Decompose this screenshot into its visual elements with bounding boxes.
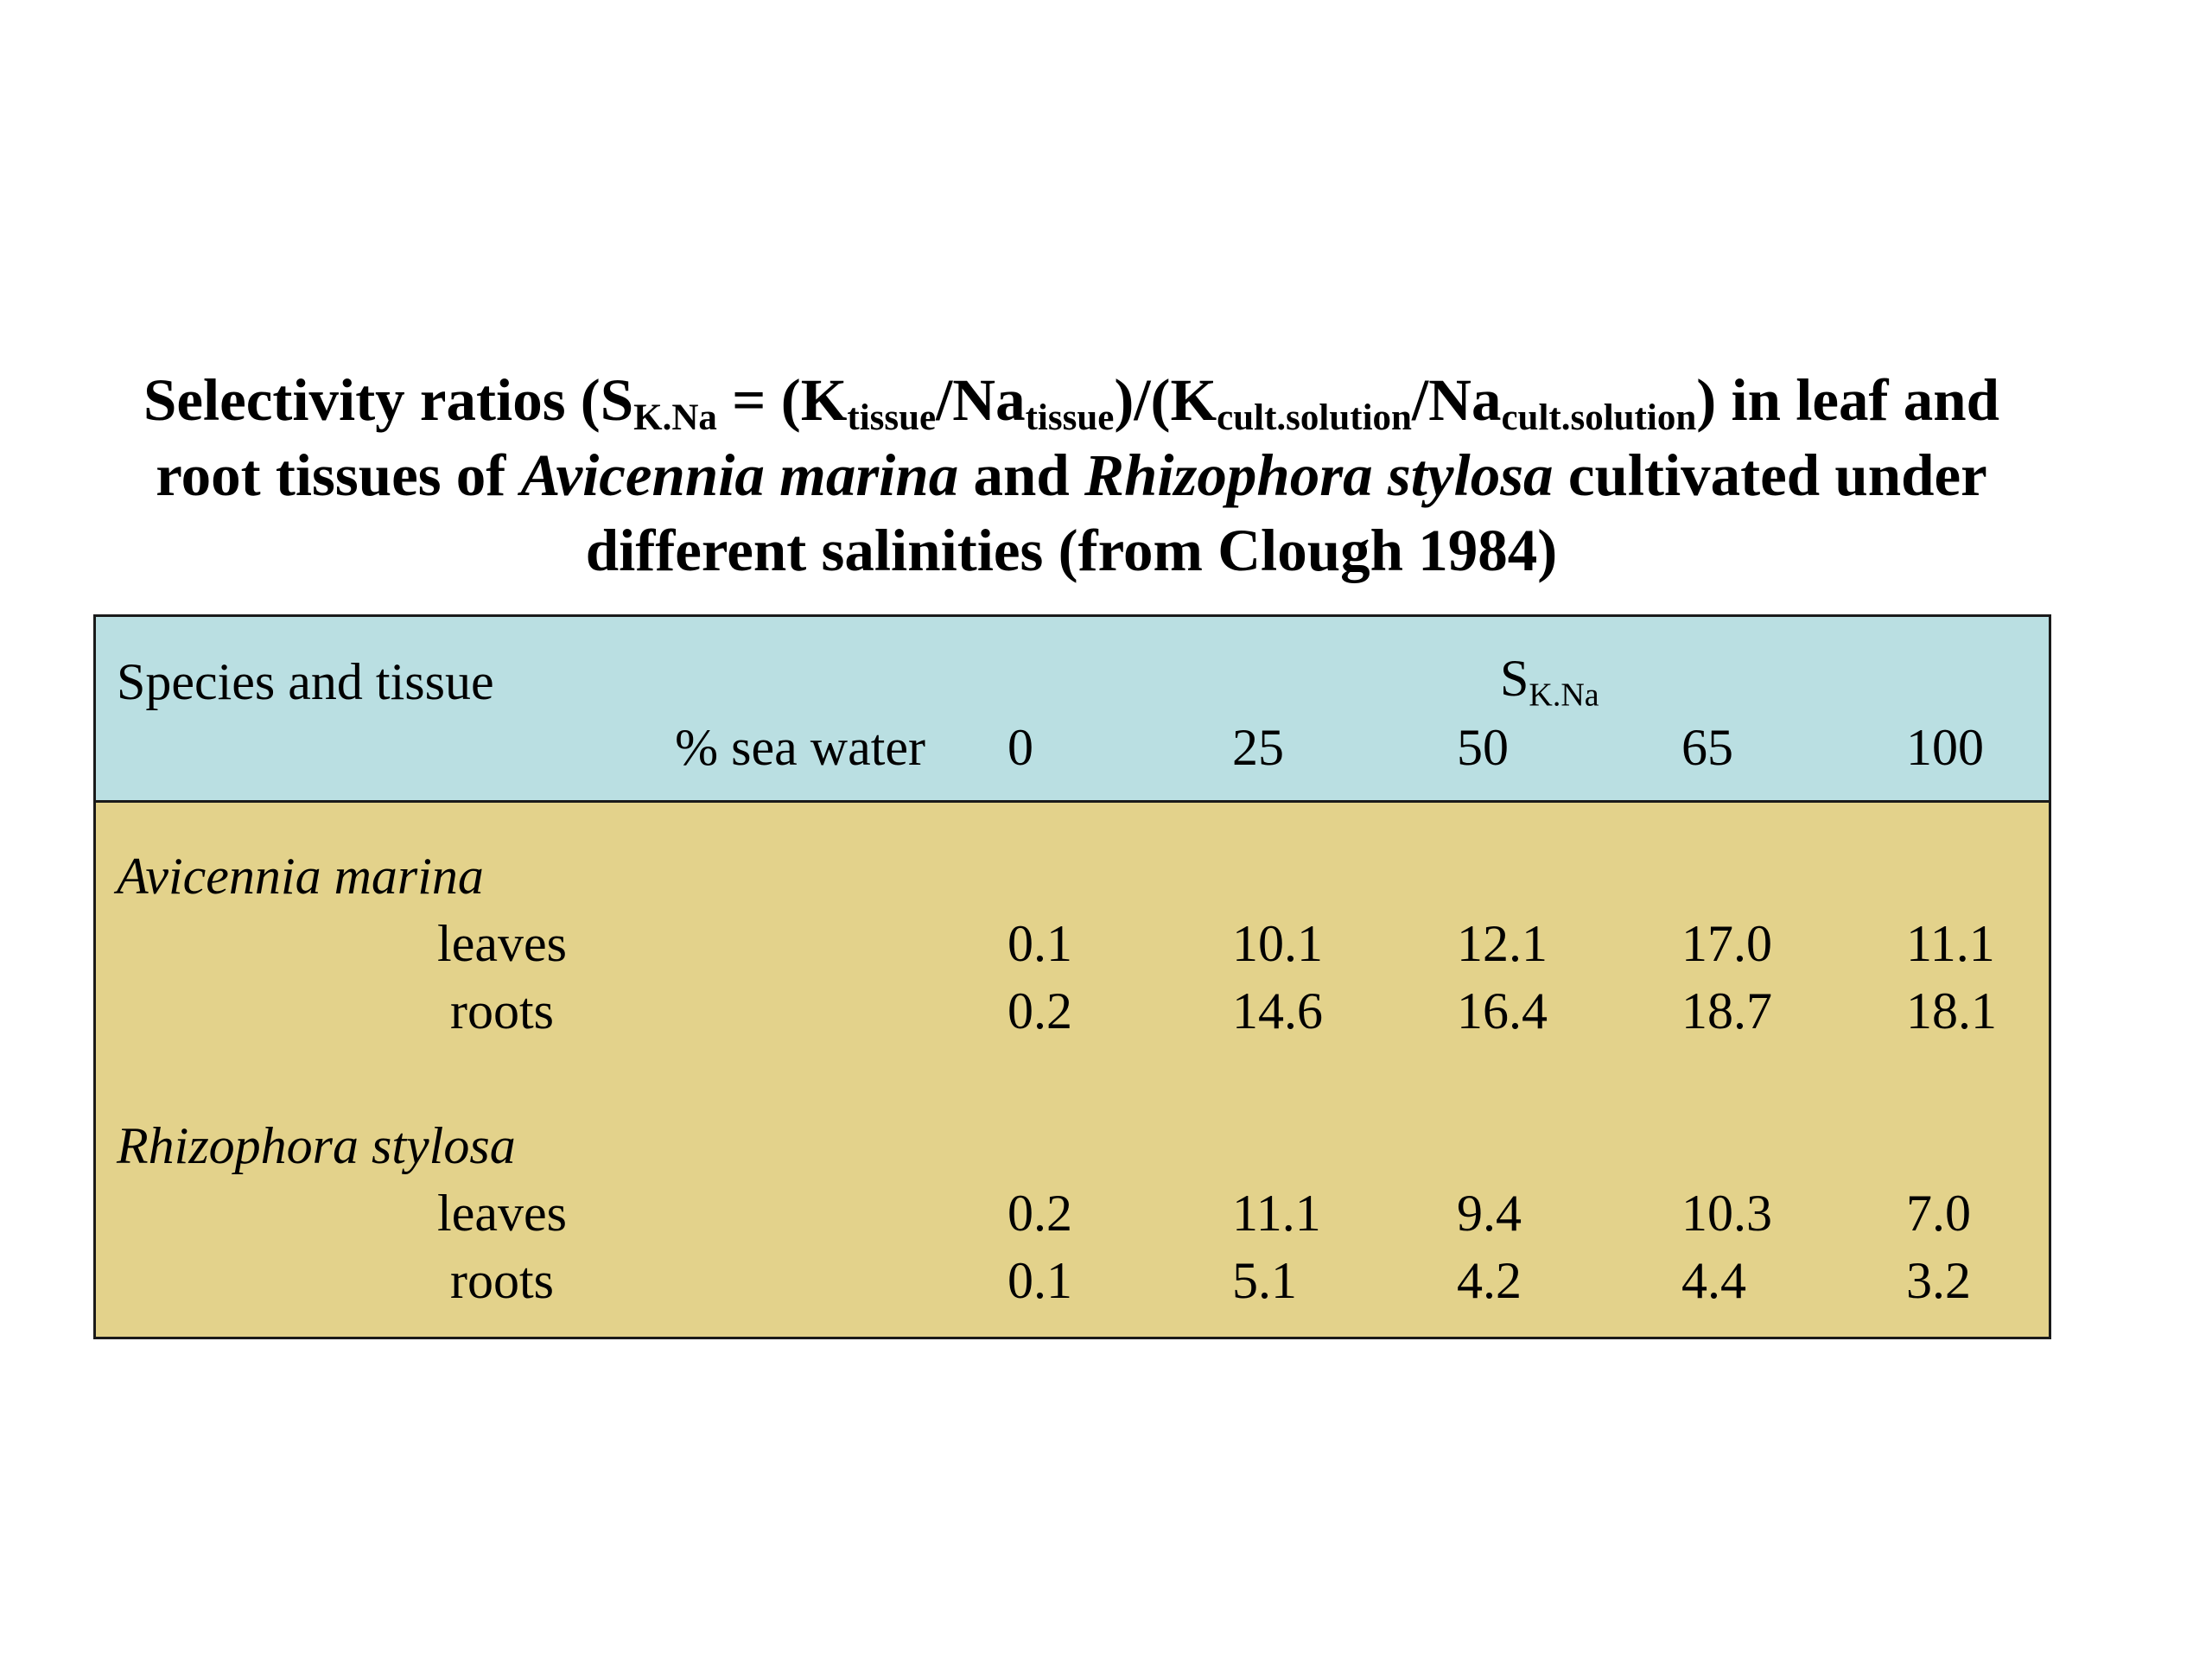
header-concentration: 100 [1906,719,1984,776]
table-cell: 18.7 [1681,982,1772,1039]
table-cell: 5.1 [1232,1252,1297,1309]
header-sea-water: % sea water [675,719,925,776]
table-title: Selectivity ratios ($S_{K.Na} = (K_{tissue}/Na_{tissue})/(K_{cult.solution}/Na_{cult.solution})$ in leaf and root tissues of Avicennia marina and Rhizophora stylosa cultivated under different salinities (from Clough 1984) [143,367,2000,583]
table-cell: 11.1 [1232,1185,1321,1242]
tissue-label: roots [450,1252,554,1309]
table-cell: 10.1 [1232,915,1323,972]
table-cell: 0.2 [1007,982,1072,1039]
tissue-label: roots [450,982,554,1039]
header-concentration: 65 [1681,719,1733,776]
table-cell: 14.6 [1232,982,1323,1039]
selectivity-table [93,614,2051,1339]
table-cell: 0.2 [1007,1185,1072,1242]
header-concentration: 50 [1457,719,1509,776]
table-cell: 7.0 [1906,1185,1971,1242]
table-cell: 18.1 [1906,982,1997,1039]
header-concentration: 25 [1232,719,1284,776]
tissue-label: leaves [437,915,567,972]
table-cell: 16.4 [1457,982,1548,1039]
table-cell: 17.0 [1681,915,1772,972]
table-cell: 9.4 [1457,1185,1522,1242]
table-cell: 4.2 [1457,1252,1522,1309]
header-concentration: 0 [1007,719,1033,776]
table-cell: 3.2 [1906,1252,1971,1309]
table-cell: 10.3 [1681,1185,1772,1242]
table-cell: 0.1 [1007,1252,1072,1309]
species-label: Avicennia marina [117,848,484,905]
table-header [96,617,2049,803]
table-cell: 0.1 [1007,915,1072,972]
table-cell: 4.4 [1681,1252,1746,1309]
tissue-label: leaves [437,1185,567,1242]
header-species-tissue: Species and tissue [117,653,494,710]
table-cell: 11.1 [1906,915,1995,972]
species-label: Rhizophora stylosa [117,1117,516,1174]
table-cell: 12.1 [1457,915,1548,972]
header-ratio-symbol: $S_{K.Na}$ [1500,650,1599,714]
